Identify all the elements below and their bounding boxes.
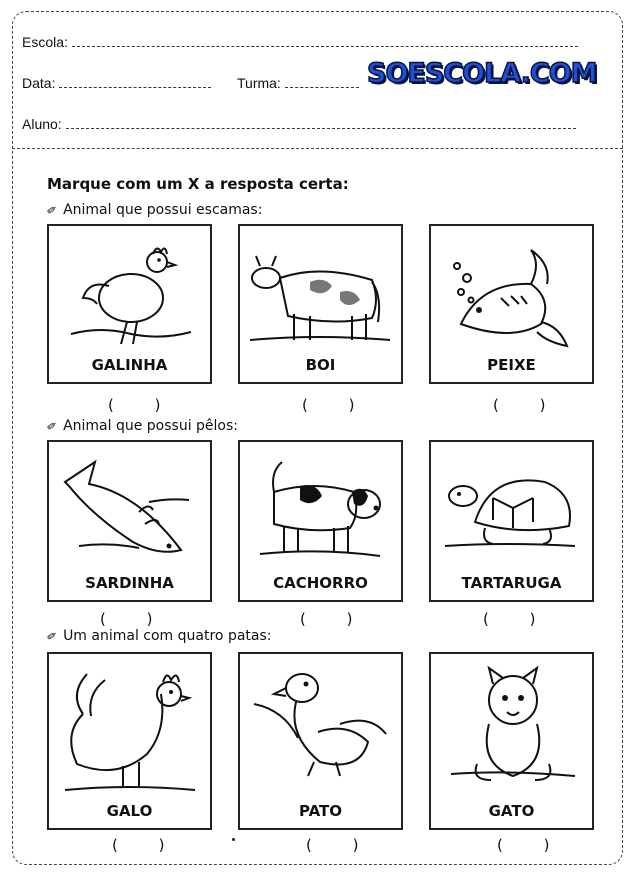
question-text: Animal que possui escamas: <box>63 202 263 218</box>
answer-box[interactable]: ( ) <box>100 610 171 628</box>
pencil-icon: ✏ <box>43 417 61 435</box>
school-label: Escola: <box>22 34 68 50</box>
option-label: GATO <box>488 802 535 820</box>
option-label: GALINHA <box>91 356 168 374</box>
header-divider <box>12 148 623 149</box>
date-line[interactable] <box>59 75 211 88</box>
student-label: Aluno: <box>22 116 62 132</box>
option-label: TARTARUGA <box>461 574 562 592</box>
card-gato[interactable] <box>429 652 594 830</box>
class-label: Turma: <box>237 75 281 91</box>
question-2 <box>43 417 239 435</box>
date-label: Data: <box>22 75 56 91</box>
card-pato[interactable] <box>238 652 403 830</box>
answer-box[interactable]: ( ) <box>300 610 371 628</box>
answer-box[interactable]: ( ) <box>493 396 564 414</box>
question-3 <box>43 627 272 645</box>
option-label: BOI <box>305 356 336 374</box>
card-galo[interactable] <box>47 652 212 830</box>
option-label: SARDINHA <box>85 574 174 592</box>
card-tartaruga[interactable] <box>429 440 594 602</box>
answer-box[interactable]: ( ) <box>306 836 377 854</box>
option-label: PEIXE <box>487 356 536 374</box>
card-sardinha[interactable] <box>47 440 212 602</box>
card-galinha[interactable] <box>47 224 212 384</box>
student-line[interactable] <box>66 116 576 129</box>
card-boi[interactable] <box>238 224 403 384</box>
answer-box[interactable]: ( ) <box>108 396 179 414</box>
class-field <box>237 75 359 91</box>
question-1 <box>43 201 263 219</box>
answer-box[interactable]: ( ) <box>112 836 183 854</box>
class-line[interactable] <box>285 75 359 88</box>
card-peixe[interactable] <box>429 224 594 384</box>
card-cachorro[interactable] <box>238 440 403 602</box>
date-field <box>22 75 211 91</box>
answer-box[interactable]: ( ) <box>497 836 568 854</box>
answer-box[interactable]: ( ) <box>483 610 554 628</box>
option-label: CACHORRO <box>273 574 368 592</box>
pencil-icon: ✏ <box>43 627 61 645</box>
pencil-icon: ✏ <box>43 201 61 219</box>
instruction-heading: Marque com um X a resposta certa: <box>47 175 349 193</box>
site-logo: SOESCOLA.COM <box>367 58 597 89</box>
school-field <box>22 34 578 50</box>
question-text: Um animal com quatro patas: <box>63 628 272 644</box>
answer-box[interactable]: ( ) <box>302 396 373 414</box>
stray-dot <box>232 838 235 841</box>
option-label: PATO <box>298 802 343 820</box>
option-label: GALO <box>106 802 153 820</box>
question-text: Animal que possui pêlos: <box>63 418 239 434</box>
school-line[interactable] <box>72 34 578 47</box>
student-field <box>22 116 576 132</box>
